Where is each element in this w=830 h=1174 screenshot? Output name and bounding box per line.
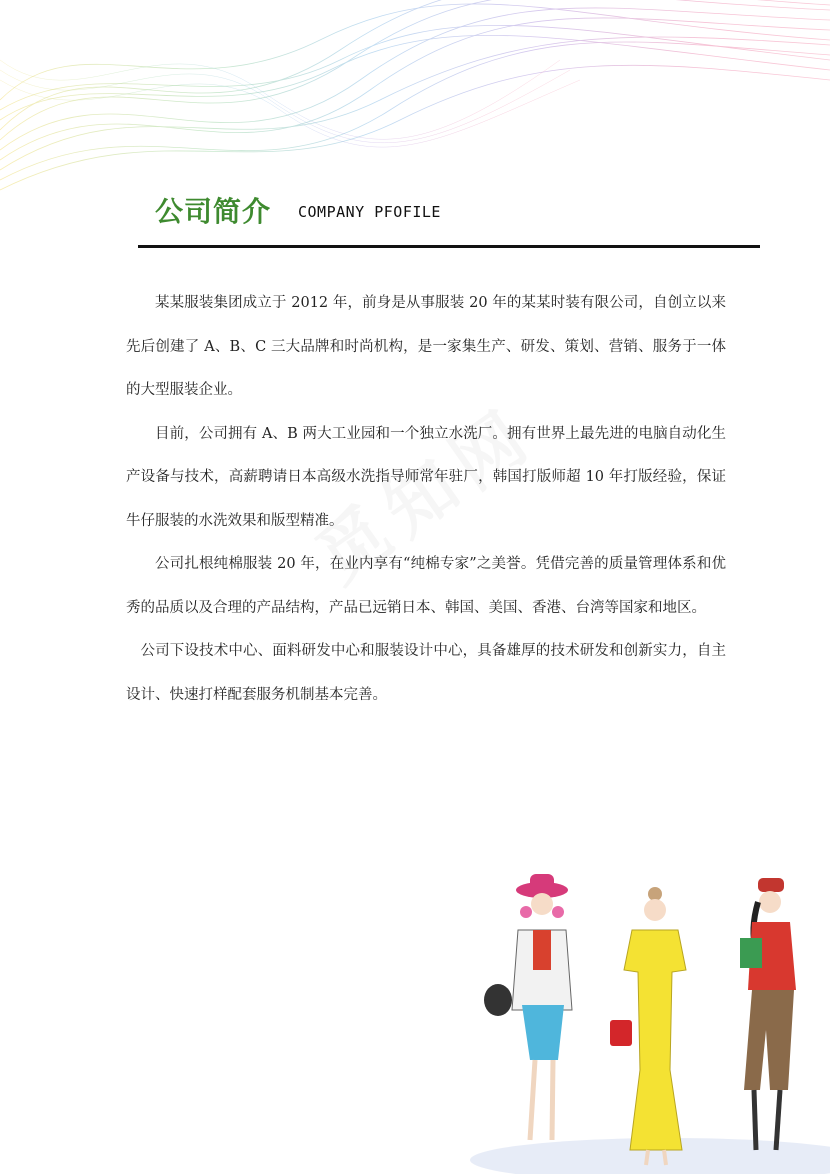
page-title: 公司简介 (155, 195, 272, 228)
page-subtitle: COMPANY PFOFILE (298, 203, 441, 221)
model-2-figure (610, 887, 686, 1165)
paragraph-2: 目前，公司拥有 A、B 两大工业园和一个独立水洗厂。拥有世界上最先进的电脑自动化生产设备与技术，高薪聘请日本高级水洗指导师常年驻厂，韩国打版师超 10 年打版经验，保证牛仔服装的水洗效果和版型精准。 (126, 425, 726, 529)
title-divider (138, 245, 760, 248)
fashion-models-illustration (440, 860, 830, 1174)
company-intro-body (126, 282, 726, 717)
model-3-figure (740, 878, 796, 1150)
model-1-figure (484, 874, 572, 1140)
paragraph-4: 公司下设技术中心、面料研发中心和服装设计中心，具备雄厚的技术研发和创新实力，自主设计、快速打样配套服务机制基本完善。 (126, 643, 726, 703)
decorative-wave-banner (0, 0, 830, 200)
paragraph-3: 公司扎根纯棉服装 20 年，在业内享有“纯棉专家”之美誉。凭借完善的质量管理体系和优秀的品质以及合理的产品结构，产品已远销日本、韩国、美国、香港、台湾等国家和地区。 (126, 556, 726, 616)
paragraph-1: 某某服装集团成立于 2012 年，前身是从事服装 20 年的某某时装有限公司，自创立以来先后创建了 A、B、C 三大品牌和时尚机构，是一家集生产、研发、策划、营销、服务于一体的大型服装企业。 (126, 295, 726, 398)
